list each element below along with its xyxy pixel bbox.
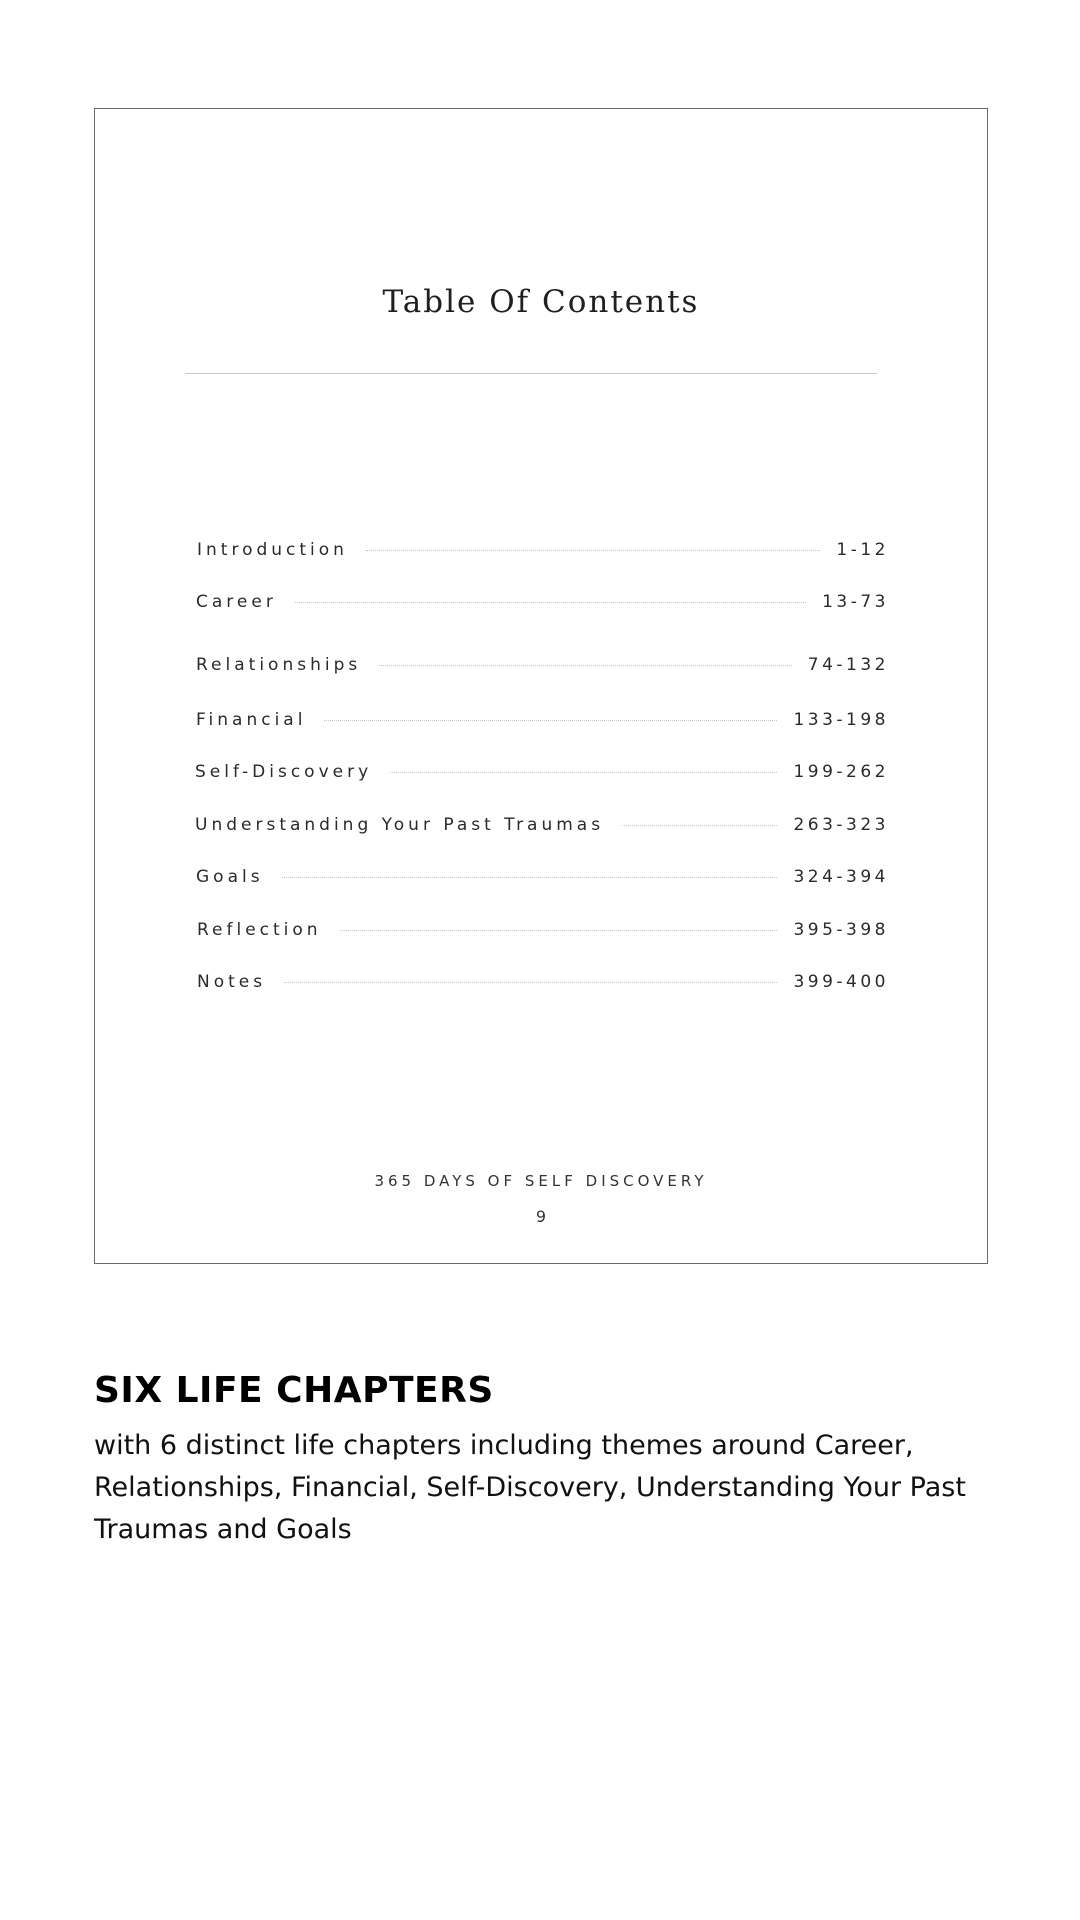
toc-entry-goals xyxy=(196,864,889,890)
toc-entry-notes xyxy=(197,969,889,995)
footer-brand: 365 DAYS OF SELF DISCOVERY xyxy=(374,1172,708,1190)
toc-entry-label: Reflection xyxy=(197,920,322,940)
toc-dotted-leader xyxy=(282,877,778,878)
toc-entry-pages: 74-132 xyxy=(807,655,889,675)
toc-entry-label: Goals xyxy=(196,867,264,887)
toc-dotted-leader xyxy=(366,550,820,551)
toc-entry-label: Understanding Your Past Traumas xyxy=(195,815,605,835)
toc-title: Table Of Contents xyxy=(382,284,700,320)
toc-entry-label: Notes xyxy=(197,972,267,992)
toc-entry-pages: 399-400 xyxy=(793,972,889,992)
toc-entry-pages: 324-394 xyxy=(793,867,889,887)
section-description: with 6 distinct life chapters including themes around Career, Relationships, Financial, Self-Discovery, Understanding Your Past Traumas and Goals xyxy=(94,1430,966,1545)
toc-entry-label: Introduction xyxy=(197,540,348,560)
toc-entry-pages: 199-262 xyxy=(793,762,889,782)
section-heading: SIX LIFE CHAPTERS xyxy=(94,1370,494,1411)
toc-dotted-leader xyxy=(284,982,777,983)
toc-page-preview xyxy=(94,108,988,1264)
toc-entry-pages: 395-398 xyxy=(793,920,889,940)
toc-entry-pages: 263-323 xyxy=(793,815,889,835)
toc-entry-self-discovery xyxy=(195,759,889,785)
toc-entry-label: Self-Discovery xyxy=(195,762,373,782)
toc-dotted-leader xyxy=(324,720,777,721)
toc-entry-relationships xyxy=(196,652,889,678)
toc-entry-label: Career xyxy=(196,592,277,612)
footer-page-number: 9 xyxy=(535,1207,547,1226)
toc-entry-financial xyxy=(196,707,889,733)
toc-entry-reflection xyxy=(197,917,889,943)
toc-dotted-leader xyxy=(622,825,777,826)
toc-dotted-leader xyxy=(379,665,792,666)
toc-entry-label: Financial xyxy=(196,710,307,730)
toc-dotted-leader xyxy=(340,930,778,931)
toc-entry-pages: 1-12 xyxy=(836,540,889,560)
toc-entry-past-traumas xyxy=(195,812,889,838)
toc-entry-label: Relationships xyxy=(196,655,362,675)
toc-entry-introduction xyxy=(197,537,889,563)
toc-dotted-leader xyxy=(295,602,806,603)
toc-dotted-leader xyxy=(390,772,777,773)
toc-entry-pages: 13-73 xyxy=(822,592,889,612)
toc-list xyxy=(95,109,987,1263)
toc-entry-pages: 133-198 xyxy=(793,710,889,730)
toc-entry-career xyxy=(196,589,889,615)
